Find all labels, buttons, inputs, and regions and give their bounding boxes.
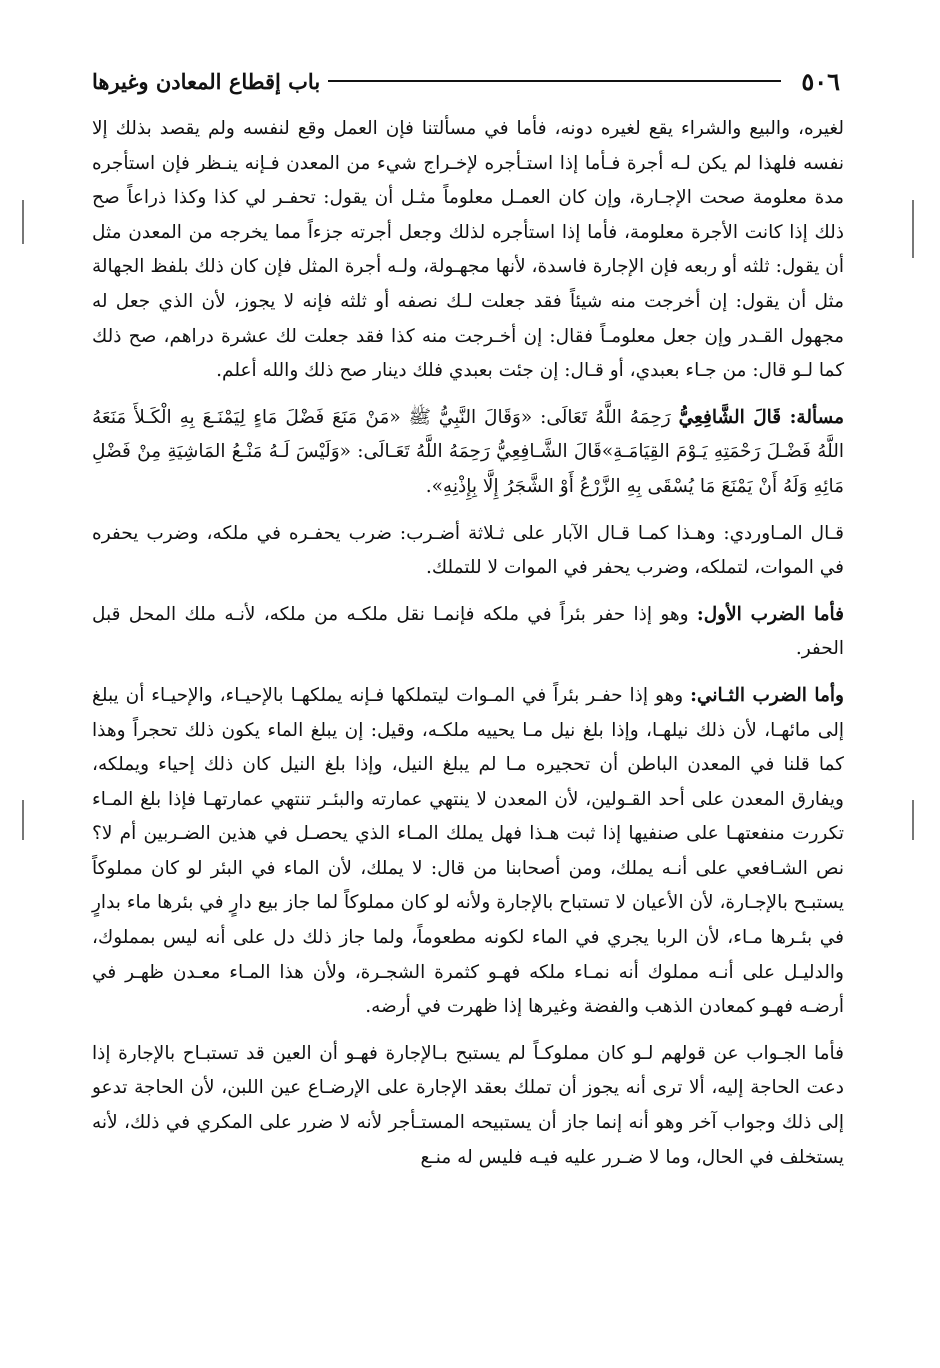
margin-mark [22,200,24,244]
margin-mark [912,800,914,840]
paragraph-lead: مسألة: قَالَ الشَّافِعِيُّ [678,406,845,428]
paragraph-text: قـال المـاوردي: وهـذا كمـا قـال الآبار على ثـلاثة أضـرب: ضرب يحفـره في ملكه، وضرب يحفره في الموات، لتملكه، وضرب يحفر في الموات لا للتملك. [92,522,844,579]
page-header [92,60,840,102]
header-rule [328,80,781,82]
paragraph-text: وهو إذا حفـر بئراً في المـوات ليتملكها فـإنه يملكهـا بالإحيـاء، والإحيـاء أن يبلغ إلى مائهـا، لأن ذلك نيلهـا، وإذا بلغ نيل مـا يحييه ملكـه، وقيل: إن يبلغ الماء يكون ذلك تحجراً وهذا كما قلنا في المعدن الباطن أن تحجيره مـا لم يبلغ النيل، وإذا بلغ النيل كان ذلك إحياء ويملكه، ويفارق المعدن على أحد القـولين، لأن المعدن لا ينتهي عمارته والبئـر تنتهي عمارتهـا فإذا بلغ المـاء تكررت منفعتهـا على صنفيها إذا ثبت هـذا فهل يملك المـاء الذي يحصـل في هذين الضـربين أم لا؟ نص الشـافعي على أنـه يملك، ومن أصحابنا من قال: لا يملك، لأن الماء في البئر لو كان مملوكاً يستبـح بالإجـارة، لأن الأعيان لا تستباح بالإجارة ولأنه لو كان مملوكاً لما جاز بيع دارٍ في بئرها ماء بدارٍ في بئـرها مـاء، لأن الربا يجري في الماء لكونه مطعوماً، ولما جاز ذلك دل على أنه ليس بمملوك، والدليـل على أنـه مملوك أنه نمـاء ملكه فهـو كثمرة الشجـرة، ولأن هذا المـاء معـدن ظهـر في أرضـه فهـو كمعادن الذهب والفضة وغيرها إذا ظهرت في أرضه. [92,684,844,1018]
page-number: ٥٠٦ [801,66,840,96]
paragraph-5 [92,679,844,1025]
margin-mark [912,228,914,258]
paragraph-text: رَحِمَهُ اللَّهُ تَعَالَى: «وَقَالَ النَّبِيُّ ﷺ «مَنْ مَنَعَ فَضْلَ مَاءٍ لِيَمْنَـعَ بِهِ الْكَـلأَ مَنَعَهُ اللَّهُ فَضْـلَ رَحْمَتِهِ يَـوْمَ القِيَامَـةِ»قَالَ الشَّـافِعِيُّ رَحِمَهُ اللَّهُ تَعَـالَى: «وَلَيْسَ لَـهُ مَنْـعُ المَاشِيَةِ مِنْ فَضْلِ مَائِهِ وَلَهُ أَنْ يَمْنَعَ مَا يُسْقَى بِهِ الزَّرْعُ أَوْ الشَّجَرُ إِلَّا بِإِذْنِهِ». [92,406,844,497]
paragraph-4 [92,598,844,667]
paragraph-1 [92,112,844,389]
paragraph-text: وهو إذا حفر بئراً في ملكه فإنمـا نقل ملكـه من ملكه، لأنـه ملك المحل قبل الحفر. [92,603,844,660]
paragraph-text: فأما الجـواب عن قولهم لـو كان مملوكـاً لم يستبح بـالإجارة فهـو أن العين قد تستبـاح بالإجارة إذا دعت الحاجة إليه، ألا ترى أنه يجوز أن تملك بعقد الإجارة على الإرضـاع عين اللبن، لأن الحاجة تدعو إلى ذلك وجواب آخر وهو أنه إنما جاز أن يستبيحه المستـأجر لأنه لا ضرر على المكري في ذلك، لأنه يستخلف في الحال، وما لا ضـرر عليه فيـه فليس له منـع [92,1042,844,1168]
paragraph-lead: وأما الضرب الثـاني: [690,684,844,706]
paragraph-3 [92,517,844,586]
paragraph-2 [92,401,844,505]
page-body [92,112,844,1185]
margin-mark [22,800,24,840]
paragraph-text: لغيره، والبيع والشراء يقع لغيره دونه، فأما في مسألتنا فإن العمل وقع لنفسه ولم يقصد بذلك إلا نفسه فلهذا لم يكن لـه أجرة فـأما إذا استـأجره لإخـراج شيء من المعدن فـإنه ينـظر فإن استأجره مدة معلومة صحت الإجـارة، وإن كان العمـل معلوماً مثـل أن يقول: تحفـر لي كذا وكذا ذراعاً صح ذلك إذا كانت الأجرة معلومة، فأما إذا استأجره لذلك وجعل أجرته جزءاً مما يخرجه من المعدن مثل أن يقول: ثلثه أو ربعه فإن الإجارة فاسدة، لأنها مجهـولة، ولـه أجرة المثل فإن كان ذلك بلفظ الجهالة مثل أن يقول: إن أخرجت منه شيئاً فقد جعلت لـك نصفه أو ثلثه فإنه لا يجوز، لأن الذي جعل له مجهول القـدر وإن جعل معلومـاً فقال: إن أخـرجت منه كذا فقد جعلت لك عشرة دراهم، صح ذلك كما لـو قال: من جـاء بعبدي، أو قـال: إن جئت بعبدي فلك دينار صح ذلك والله أعلم. [92,118,844,382]
paragraph-lead: فأما الضرب الأول: [696,603,844,625]
chapter-title: باب إقطاع المعادن وغيرها [92,68,321,94]
paragraph-6 [92,1037,844,1175]
